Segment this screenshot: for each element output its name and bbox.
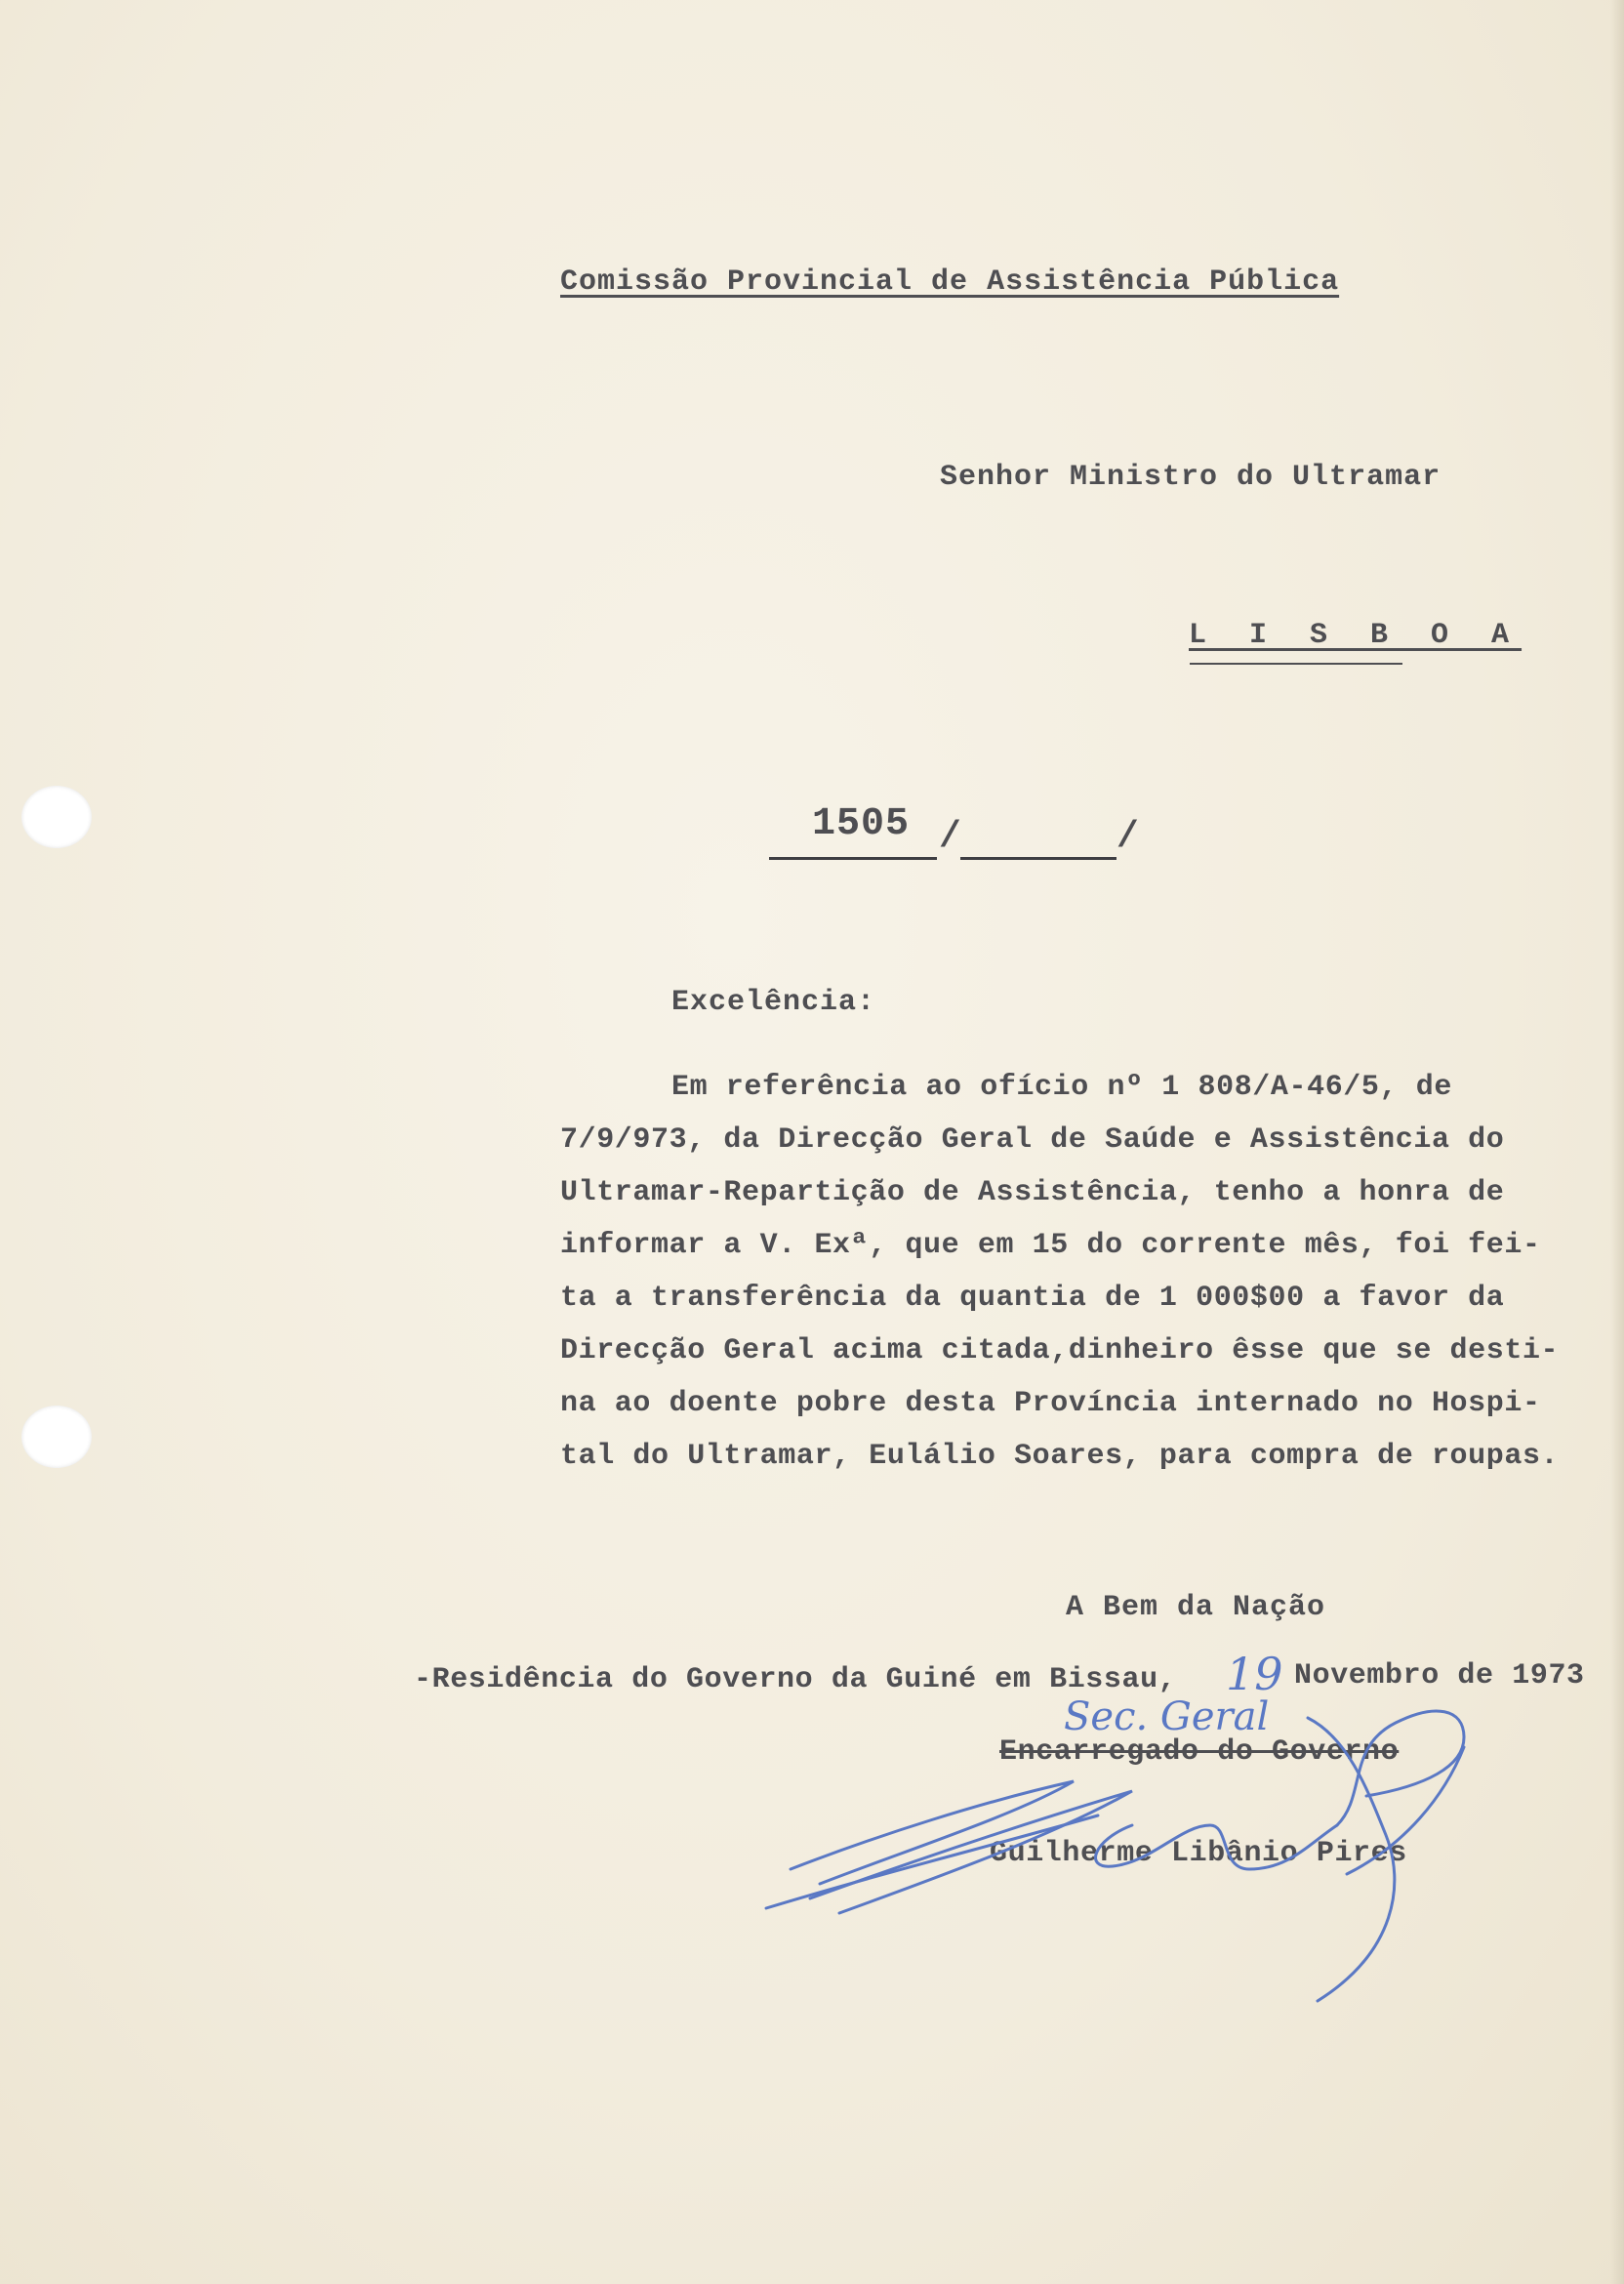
document-number: 1505 (812, 802, 911, 846)
body-line: Direcção Geral acima citada,dinheiro êsse que se desti- (560, 1334, 1560, 1367)
city-double-underline (1190, 663, 1402, 665)
greeting: Excelência: (671, 986, 876, 1019)
place-date-prefix: -Residência do Governo da Guiné em Bissau, (414, 1663, 1177, 1696)
institution-header: Comissão Provincial de Assistência Pública (560, 265, 1340, 299)
signature-scribble (761, 1679, 1581, 2011)
number-slash-1: / (939, 816, 961, 858)
punch-hole-bottom (21, 1406, 92, 1468)
place-date-suffix: Novembro de 1973 (1294, 1659, 1585, 1693)
body-line: informar a V. Exª, que em 15 do corrente mês, foi fei- (560, 1229, 1541, 1262)
signatory-name: Guilherme Libânio Pires (990, 1837, 1407, 1870)
struck-title: Encarregado do Governo (999, 1735, 1400, 1769)
body-line: Ultramar-Repartição de Assistência, tenho a honra de (560, 1176, 1505, 1209)
paper-edge (1610, 0, 1624, 2284)
addressee: Senhor Ministro do Ultramar (940, 461, 1441, 494)
punch-hole-top (21, 786, 92, 848)
closing-salutation: A Bem da Nação (1066, 1591, 1326, 1624)
body-line: 7/9/973, da Direcção Geral de Saúde e Assistência do (560, 1123, 1505, 1157)
number-slash-2: / (1116, 816, 1139, 858)
body-line: Em referência ao ofício nº 1 808/A-46/5, de (671, 1071, 1452, 1104)
handwritten-day: 19 (1226, 1648, 1283, 1700)
body-line: tal do Ultramar, Eulálio Soares, para compra de roupas. (560, 1440, 1560, 1473)
number-underline-left (769, 857, 937, 860)
body-line: ta a transferência da quantia de 1 000$00 a favor da (560, 1282, 1505, 1315)
number-underline-right (960, 857, 1116, 860)
body-line: na ao doente pobre desta Província internado no Hospi- (560, 1387, 1541, 1420)
addressee-city: L I S B O A (1189, 619, 1522, 652)
handwritten-title: Sec. Geral (1064, 1694, 1270, 1739)
